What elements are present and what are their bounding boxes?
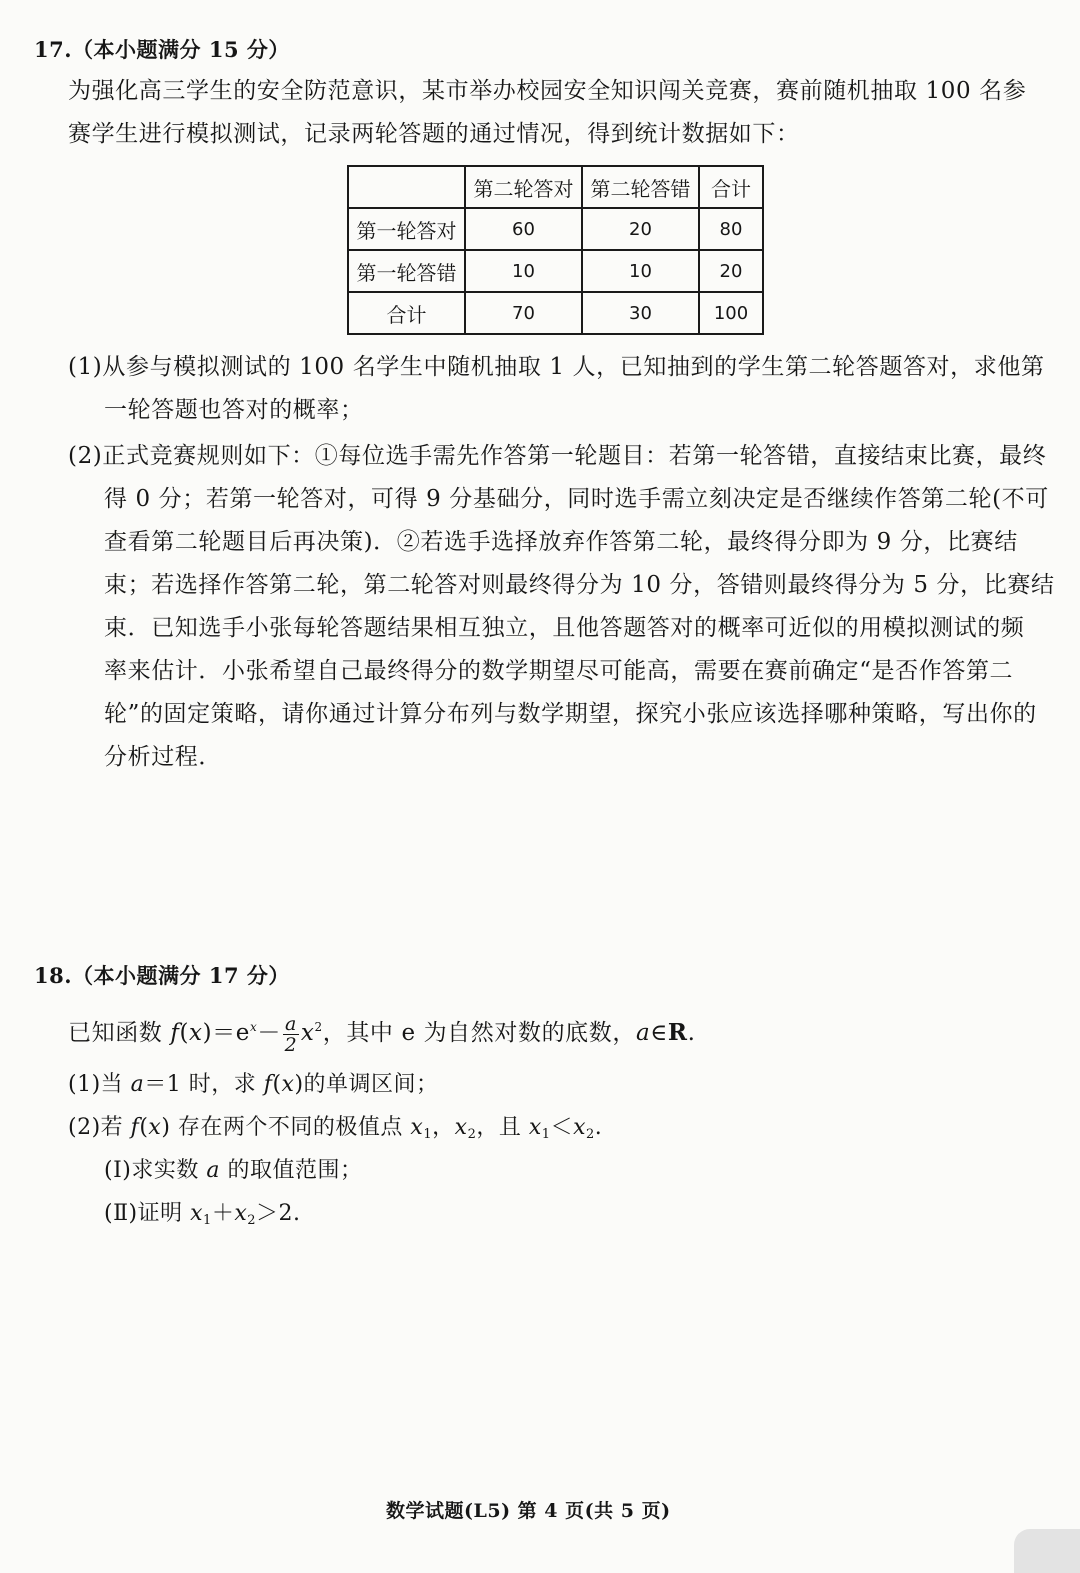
question-17-intro-line-2: 赛学生进行模拟测试，记录两轮答题的通过情况，得到统计数据如下： <box>68 121 800 147</box>
question-17-part-2-line-5: 束．已知选手小张每轮答题结果相互独立，且他答题答对的概率可近似的用模拟测试的频 <box>104 615 1025 641</box>
table-row-label: 第一轮答对 <box>348 208 465 250</box>
question-18-part-1: (1)当 a＝1 时，求 f(x)的单调区间； <box>68 1072 439 1097</box>
question-18-part-2: (2)若 f(x) 存在两个不同的极值点 $x_1$，$x_2$，且 $x_1<x_2$. <box>68 1115 603 1142</box>
question-17-part-2-line-6: 率来估计．小张希望自己最终得分的数学期望尽可能高，需要在赛前确定“是否作答第二 <box>104 658 1014 684</box>
question-17-part-2-line-1: (2)正式竞赛规则如下：①每位选手需先作答第一轮题目：若第一轮答错，直接结束比赛，最终 <box>68 443 1047 469</box>
table-header-cell: 第二轮答错 <box>582 166 699 208</box>
table-cell: 10 <box>582 250 699 292</box>
question-17-part-2-line-7: 轮”的固定策略，请你通过计算分布列与数学期望，探究小张应该选择哪种策略，写出你的 <box>104 701 1037 727</box>
question-17-part-2-line-4: 束；若选择作答第二轮，第二轮答对则最终得分为 10 分，答错则最终得分为 5 分，比赛结 <box>104 572 1055 598</box>
table-cell: 80 <box>699 208 763 250</box>
table-row-label: 第一轮答错 <box>348 250 465 292</box>
table-header-row <box>348 166 763 208</box>
question-17-part-2-line-3: 查看第二轮题目后再决策)．②若选手选择放弃作答第二轮，最终得分即为 9 分，比赛结 <box>104 529 1018 555</box>
table-row <box>348 208 763 250</box>
table-cell: 30 <box>582 292 699 334</box>
table-cell: 70 <box>465 292 582 334</box>
table-cell: 20 <box>699 250 763 292</box>
corner-widget <box>1014 1529 1080 1573</box>
question-18-sub-1: (Ⅰ)求实数 a 的取值范围； <box>104 1158 363 1183</box>
fraction-a-over-2: $\frac{a}{2}$ <box>284 1012 298 1056</box>
table-cell: 10 <box>465 250 582 292</box>
page-footer: 数学试题(L5) 第 4 页(共 5 页) <box>386 1500 671 1522</box>
table-cell: 60 <box>465 208 582 250</box>
question-17-header: 17.（本小题满分 15 分） <box>34 37 290 62</box>
question-18-intro: 已知函数 $f(x)=e^x-$ $\frac{a}{2}$ $x^2$，其中 e 为自然对数的底数，a∈R. <box>68 1012 696 1056</box>
question-17-part-2-line-2: 得 0 分；若第一轮答对，可得 9 分基础分，同时选手需立刻决定是否继续作答第二轮(不可 <box>104 486 1049 512</box>
question-18-sub-2: (Ⅱ)证明 $x_1+x_2>2$. <box>104 1201 301 1228</box>
table-cell: 20 <box>582 208 699 250</box>
table-row <box>348 292 763 334</box>
table-row-label: 合计 <box>348 292 465 334</box>
question-18-header: 18.（本小题满分 17 分） <box>34 963 290 988</box>
table-row <box>348 250 763 292</box>
question-17-part-1-line-2: 一轮答题也答对的概率； <box>104 397 364 423</box>
question-17-part-1-line-1: (1)从参与模拟测试的 100 名学生中随机抽取 1 人，已知抽到的学生第二轮答题答对，求他第 <box>68 354 1045 380</box>
table-header-cell <box>348 166 465 208</box>
question-17-part-2-line-8: 分析过程． <box>104 744 222 770</box>
statistics-table <box>347 165 764 335</box>
table-header-cell: 第二轮答对 <box>465 166 582 208</box>
question-17-intro-line-1: 为强化高三学生的安全防范意识，某市举办校园安全知识闯关竞赛，赛前随机抽取 100 名参 <box>68 78 1027 104</box>
table-cell: 100 <box>699 292 763 334</box>
table-header-cell: 合计 <box>699 166 763 208</box>
